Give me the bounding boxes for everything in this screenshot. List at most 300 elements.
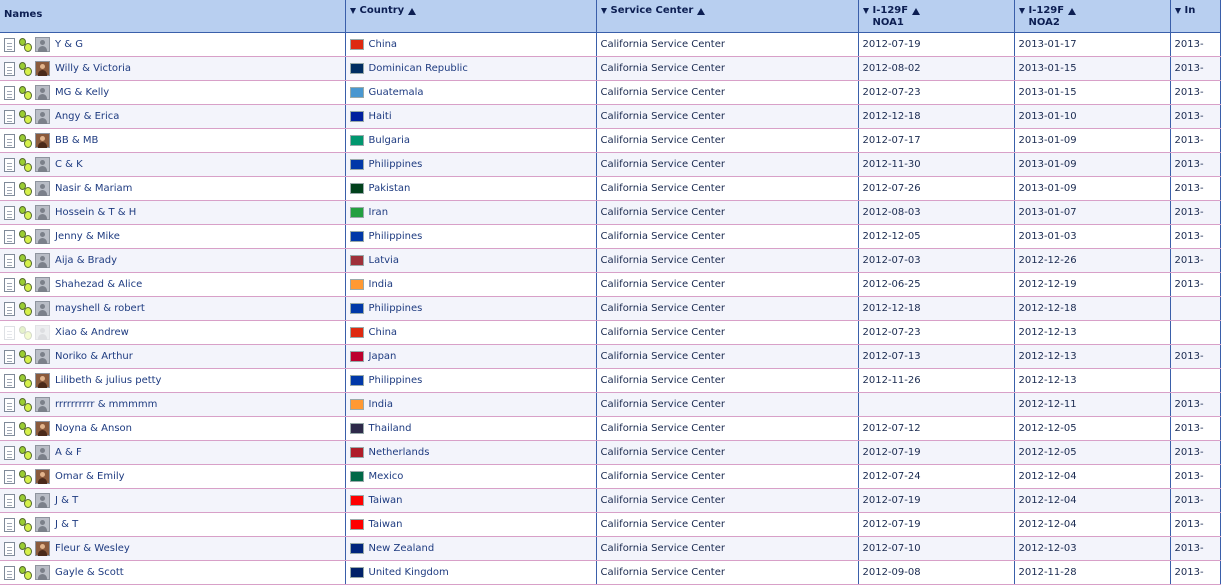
next-cell: 2013-: [1170, 201, 1220, 225]
noa2-cell: 2012-12-26: [1014, 249, 1170, 273]
flag-icon: [350, 423, 364, 434]
couple-icon[interactable]: [19, 422, 33, 436]
country-cell: [345, 369, 596, 393]
country-name[interactable]: Japan: [368, 351, 397, 362]
country-cell: [345, 153, 596, 177]
service-center-cell: California Service Center: [596, 297, 858, 321]
document-icon[interactable]: [4, 110, 15, 124]
avatar[interactable]: [35, 205, 50, 220]
names-cell: [0, 537, 345, 561]
couple-icon[interactable]: [19, 254, 33, 268]
country-name[interactable]: Pakistan: [368, 183, 411, 194]
flag-icon: [350, 543, 364, 554]
service-center-cell: California Service Center: [596, 153, 858, 177]
country-name[interactable]: Latvia: [368, 255, 399, 266]
sort-asc-icon[interactable]: [408, 8, 416, 15]
next-cell: 2013-: [1170, 537, 1220, 561]
couple-name[interactable]: Jenny & Mike: [55, 231, 120, 242]
country-name[interactable]: Thailand: [368, 423, 412, 434]
noa2-cell: 2013-01-09: [1014, 129, 1170, 153]
names-cell: [0, 417, 345, 441]
table-row[interactable]: [0, 105, 1220, 129]
noa2-cell: 2012-12-03: [1014, 537, 1170, 561]
names-cell: [0, 369, 345, 393]
avatar[interactable]: [35, 493, 50, 508]
noa1-cell: 2012-07-24: [858, 465, 1014, 489]
flag-icon: [350, 39, 364, 50]
noa1-cell: 2012-07-19: [858, 33, 1014, 57]
flag-icon: [350, 471, 364, 482]
next-cell: 2013-: [1170, 105, 1220, 129]
document-icon[interactable]: [4, 62, 15, 76]
table-row[interactable]: [0, 225, 1220, 249]
avatar[interactable]: [35, 469, 50, 484]
noa1-cell: [858, 393, 1014, 417]
table-row[interactable]: [0, 153, 1220, 177]
document-icon[interactable]: [4, 422, 15, 436]
country-cell: [345, 297, 596, 321]
service-center-header[interactable]: [596, 0, 858, 33]
couple-icon[interactable]: [19, 206, 33, 220]
noa2-cell: 2013-01-15: [1014, 81, 1170, 105]
couple-name[interactable]: Hossein & T & H: [55, 207, 137, 218]
flag-icon: [350, 375, 364, 386]
noa1-cell: 2012-09-08: [858, 561, 1014, 585]
couple-name[interactable]: Noyna & Anson: [55, 423, 132, 434]
country-cell: [345, 129, 596, 153]
table-row[interactable]: [0, 81, 1220, 105]
noa2-header-label: I-129F: [1028, 5, 1065, 16]
noa1-cell: 2012-07-26: [858, 177, 1014, 201]
couple-icon[interactable]: [19, 62, 33, 76]
country-name[interactable]: United Kingdom: [368, 567, 449, 578]
names-cell: [0, 513, 345, 537]
flag-icon: [350, 495, 364, 506]
sort-desc-icon[interactable]: [1175, 8, 1181, 14]
sort-desc-icon[interactable]: [1019, 8, 1025, 14]
couple-icon[interactable]: [19, 158, 33, 172]
couple-icon[interactable]: [19, 470, 33, 484]
couple-icon[interactable]: [19, 134, 33, 148]
document-icon[interactable]: [4, 518, 15, 532]
country-name[interactable]: New Zealand: [368, 543, 435, 554]
country-cell: [345, 489, 596, 513]
document-icon[interactable]: [4, 206, 15, 220]
table-row[interactable]: [0, 417, 1220, 441]
noa1-cell: 2012-08-02: [858, 57, 1014, 81]
document-icon[interactable]: [4, 38, 15, 52]
noa1-cell: 2012-07-23: [858, 81, 1014, 105]
country-cell: [345, 417, 596, 441]
couple-name[interactable]: C & K: [55, 159, 83, 170]
table-row[interactable]: [0, 201, 1220, 225]
avatar[interactable]: [35, 301, 50, 316]
flag-icon: [350, 519, 364, 530]
avatar[interactable]: [35, 445, 50, 460]
service-center-cell: California Service Center: [596, 537, 858, 561]
noa2-cell: 2012-12-13: [1014, 345, 1170, 369]
service-center-cell: California Service Center: [596, 369, 858, 393]
document-icon[interactable]: [4, 278, 15, 292]
flag-icon: [350, 63, 364, 74]
document-icon[interactable]: [4, 230, 15, 244]
avatar[interactable]: [35, 397, 50, 412]
noa1-cell: 2012-07-17: [858, 129, 1014, 153]
couple-name[interactable]: Gayle & Scott: [55, 567, 124, 578]
country-cell: [345, 201, 596, 225]
country-cell: [345, 177, 596, 201]
noa1-cell: 2012-07-12: [858, 417, 1014, 441]
next-cell: 2013-: [1170, 465, 1220, 489]
names-cell: [0, 57, 345, 81]
table-row[interactable]: [0, 273, 1220, 297]
document-icon[interactable]: [4, 398, 15, 412]
table-row[interactable]: [0, 369, 1220, 393]
next-cell: 2013-: [1170, 81, 1220, 105]
noa2-header[interactable]: [1014, 0, 1170, 33]
couple-name[interactable]: Willy & Victoria: [55, 63, 132, 74]
document-icon[interactable]: [4, 374, 15, 388]
sort-asc-icon[interactable]: [1068, 8, 1076, 15]
next-cell: [1170, 369, 1220, 393]
noa2-cell: 2013-01-09: [1014, 177, 1170, 201]
sort-asc-icon[interactable]: [912, 8, 920, 15]
couple-name[interactable]: Lilibeth & julius petty: [55, 375, 162, 386]
couple-name[interactable]: MG & Kelly: [55, 87, 110, 98]
noa2-cell: 2013-01-10: [1014, 105, 1170, 129]
service-center-cell: California Service Center: [596, 129, 858, 153]
document-icon[interactable]: [4, 134, 15, 148]
names-cell: [0, 489, 345, 513]
couple-icon[interactable]: [19, 326, 33, 340]
flag-icon: [350, 207, 364, 218]
document-icon[interactable]: [4, 350, 15, 364]
names-cell: [0, 201, 345, 225]
header-row: [0, 0, 1220, 33]
flag-icon: [350, 351, 364, 362]
couple-name[interactable]: Shahezad & Alice: [55, 279, 143, 290]
country-name[interactable]: India: [368, 399, 394, 410]
country-name[interactable]: Dominican Republic: [368, 63, 468, 74]
country-cell: [345, 321, 596, 345]
next-cell: 2013-: [1170, 513, 1220, 537]
noa1-cell: 2012-08-03: [858, 201, 1014, 225]
country-name[interactable]: Netherlands: [368, 447, 430, 458]
couple-icon[interactable]: [19, 374, 33, 388]
country-name[interactable]: Taiwan: [368, 495, 403, 506]
names-cell: [0, 225, 345, 249]
noa1-header[interactable]: [858, 0, 1014, 33]
service-center-cell: California Service Center: [596, 81, 858, 105]
sort-desc-icon[interactable]: [601, 8, 607, 14]
country-name[interactable]: Guatemala: [368, 87, 424, 98]
noa1-header-label: I-129F: [872, 5, 909, 16]
country-name[interactable]: Haiti: [368, 111, 392, 122]
sort-desc-icon[interactable]: [350, 8, 356, 14]
avatar[interactable]: [35, 37, 50, 52]
country-cell: [345, 105, 596, 129]
couple-name[interactable]: Noriko & Arthur: [55, 351, 133, 362]
avatar[interactable]: [35, 85, 50, 100]
names-cell: [0, 441, 345, 465]
noa2-cell: 2012-12-05: [1014, 417, 1170, 441]
next-cell: 2013-: [1170, 345, 1220, 369]
avatar[interactable]: [35, 277, 50, 292]
couple-icon[interactable]: [19, 182, 33, 196]
country-name[interactable]: China: [368, 327, 398, 338]
country-name[interactable]: China: [368, 39, 398, 50]
noa1-cell: 2012-07-19: [858, 441, 1014, 465]
document-icon[interactable]: [4, 542, 15, 556]
table-row[interactable]: [0, 441, 1220, 465]
couple-icon[interactable]: [19, 566, 33, 580]
country-name[interactable]: Taiwan: [368, 519, 403, 530]
couple-name[interactable]: J & T: [55, 519, 79, 530]
country-cell: [345, 441, 596, 465]
avatar[interactable]: [35, 109, 50, 124]
table-row[interactable]: [0, 57, 1220, 81]
couple-icon[interactable]: [19, 446, 33, 460]
avatar[interactable]: [35, 157, 50, 172]
country-cell: [345, 561, 596, 585]
country-cell: [345, 273, 596, 297]
service-center-cell: California Service Center: [596, 225, 858, 249]
flag-icon: [350, 327, 364, 338]
service-center-cell: California Service Center: [596, 273, 858, 297]
couple-name[interactable]: Angy & Erica: [55, 111, 120, 122]
couple-icon[interactable]: [19, 230, 33, 244]
document-icon[interactable]: [4, 158, 15, 172]
table-row[interactable]: [0, 465, 1220, 489]
table-row[interactable]: [0, 513, 1220, 537]
document-icon[interactable]: [4, 326, 15, 340]
next-cell: 2013-: [1170, 417, 1220, 441]
table-row[interactable]: [0, 129, 1220, 153]
avatar[interactable]: [35, 541, 50, 556]
noa2-cell: 2013-01-03: [1014, 225, 1170, 249]
sort-desc-icon[interactable]: [863, 8, 869, 14]
couple-icon[interactable]: [19, 518, 33, 532]
flag-icon: [350, 399, 364, 410]
noa2-cell: 2012-12-18: [1014, 297, 1170, 321]
country-cell: [345, 513, 596, 537]
table-row[interactable]: [0, 561, 1220, 585]
service-center-cell: California Service Center: [596, 33, 858, 57]
couple-name[interactable]: rrrrrrrrrr & mmmmm: [55, 399, 158, 410]
service-center-cell: California Service Center: [596, 105, 858, 129]
document-icon[interactable]: [4, 86, 15, 100]
next-cell: 2013-: [1170, 177, 1220, 201]
table-row[interactable]: [0, 345, 1220, 369]
document-icon[interactable]: [4, 254, 15, 268]
table-row[interactable]: [0, 297, 1220, 321]
country-name[interactable]: Iran: [368, 207, 389, 218]
next-cell: [1170, 297, 1220, 321]
table-row[interactable]: [0, 489, 1220, 513]
service-center-cell: California Service Center: [596, 57, 858, 81]
service-center-cell: California Service Center: [596, 465, 858, 489]
noa1-cell: 2012-12-18: [858, 297, 1014, 321]
table-row[interactable]: [0, 177, 1220, 201]
names-cell: [0, 33, 345, 57]
flag-icon: [350, 183, 364, 194]
names-cell: [0, 321, 345, 345]
flag-icon: [350, 111, 364, 122]
flag-icon: [350, 567, 364, 578]
noa2-cell: 2012-12-11: [1014, 393, 1170, 417]
noa2-cell: 2013-01-17: [1014, 33, 1170, 57]
next-cell: 2013-: [1170, 273, 1220, 297]
country-name[interactable]: Philippines: [368, 303, 423, 314]
avatar[interactable]: [35, 253, 50, 268]
next-cell: 2013-: [1170, 57, 1220, 81]
service-center-cell: California Service Center: [596, 321, 858, 345]
couple-icon[interactable]: [19, 350, 33, 364]
couple-icon[interactable]: [19, 302, 33, 316]
avatar[interactable]: [35, 133, 50, 148]
country-cell: [345, 57, 596, 81]
couple-icon[interactable]: [19, 494, 33, 508]
couple-icon[interactable]: [19, 398, 33, 412]
flag-icon: [350, 303, 364, 314]
country-name[interactable]: Philippines: [368, 231, 423, 242]
service-center-cell: California Service Center: [596, 561, 858, 585]
noa1-cell: 2012-11-26: [858, 369, 1014, 393]
flag-icon: [350, 159, 364, 170]
names-cell: [0, 345, 345, 369]
noa2-cell: 2012-12-05: [1014, 441, 1170, 465]
next-cell: 2013-: [1170, 441, 1220, 465]
noa1-cell: 2012-07-10: [858, 537, 1014, 561]
couple-name[interactable]: Nasir & Mariam: [55, 183, 133, 194]
country-name[interactable]: Philippines: [368, 159, 423, 170]
avatar[interactable]: [35, 517, 50, 532]
document-icon[interactable]: [4, 566, 15, 580]
avatar[interactable]: [35, 229, 50, 244]
document-icon[interactable]: [4, 182, 15, 196]
couple-name[interactable]: J & T: [55, 495, 79, 506]
service-center-cell: California Service Center: [596, 441, 858, 465]
names-cell: [0, 297, 345, 321]
table-row[interactable]: [0, 393, 1220, 417]
avatar[interactable]: [35, 565, 50, 580]
names-cell: [0, 393, 345, 417]
country-cell: [345, 465, 596, 489]
country-cell: [345, 33, 596, 57]
couple-name[interactable]: BB & MB: [55, 135, 99, 146]
noa1-cell: 2012-12-05: [858, 225, 1014, 249]
names-header-label: Names: [4, 9, 43, 20]
avatar[interactable]: [35, 421, 50, 436]
table-row[interactable]: [0, 33, 1220, 57]
noa2-cell: 2012-12-04: [1014, 513, 1170, 537]
couple-name[interactable]: Xiao & Andrew: [55, 327, 129, 338]
names-cell: [0, 81, 345, 105]
names-cell: [0, 465, 345, 489]
table-row[interactable]: [0, 321, 1220, 345]
names-cell: [0, 105, 345, 129]
next-cell: [1170, 321, 1220, 345]
couple-icon[interactable]: [19, 86, 33, 100]
avatar[interactable]: [35, 181, 50, 196]
avatar[interactable]: [35, 373, 50, 388]
document-icon[interactable]: [4, 470, 15, 484]
couple-name[interactable]: Omar & Emily: [55, 471, 125, 482]
flag-icon: [350, 135, 364, 146]
service-center-cell: California Service Center: [596, 513, 858, 537]
names-cell: [0, 273, 345, 297]
next-cell: 2013-: [1170, 33, 1220, 57]
avatar[interactable]: [35, 325, 50, 340]
couple-name[interactable]: Y & G: [55, 39, 84, 50]
noa2-cell: 2012-12-13: [1014, 321, 1170, 345]
table-row[interactable]: [0, 537, 1220, 561]
country-cell: [345, 393, 596, 417]
service-center-cell: California Service Center: [596, 345, 858, 369]
country-cell: [345, 225, 596, 249]
avatar[interactable]: [35, 349, 50, 364]
couple-name[interactable]: mayshell & robert: [55, 303, 145, 314]
next-cell: 2013-: [1170, 489, 1220, 513]
document-icon[interactable]: [4, 446, 15, 460]
next-cell: 2013-: [1170, 129, 1220, 153]
couple-name[interactable]: Aija & Brady: [55, 255, 118, 266]
avatar[interactable]: [35, 61, 50, 76]
noa2-cell: 2013-01-07: [1014, 201, 1170, 225]
names-cell: [0, 561, 345, 585]
service-center-cell: California Service Center: [596, 201, 858, 225]
next-header[interactable]: [1170, 0, 1220, 33]
country-name[interactable]: Bulgaria: [368, 135, 410, 146]
names-cell: [0, 153, 345, 177]
noa2-cell: 2012-12-13: [1014, 369, 1170, 393]
country-name[interactable]: Philippines: [368, 375, 423, 386]
couple-icon[interactable]: [19, 278, 33, 292]
noa1-cell: 2012-07-03: [858, 249, 1014, 273]
names-cell: [0, 249, 345, 273]
next-cell: 2013-: [1170, 393, 1220, 417]
country-cell: [345, 345, 596, 369]
noa1-cell: 2012-07-19: [858, 489, 1014, 513]
flag-icon: [350, 279, 364, 290]
country-header[interactable]: [345, 0, 596, 33]
document-icon[interactable]: [4, 494, 15, 508]
noa1-header-sub: NOA1: [872, 17, 904, 28]
country-name[interactable]: India: [368, 279, 394, 290]
noa2-cell: 2013-01-09: [1014, 153, 1170, 177]
document-icon[interactable]: [4, 302, 15, 316]
names-header[interactable]: [0, 0, 345, 33]
noa2-cell: 2013-01-15: [1014, 57, 1170, 81]
table-row[interactable]: [0, 249, 1220, 273]
country-header-label: Country: [359, 5, 405, 16]
service-center-header-label: Service Center: [610, 5, 694, 16]
sort-asc-icon[interactable]: [697, 8, 705, 15]
couple-name[interactable]: Fleur & Wesley: [55, 543, 130, 554]
flag-icon: [350, 447, 364, 458]
couple-icon[interactable]: [19, 110, 33, 124]
couple-icon[interactable]: [19, 542, 33, 556]
country-name[interactable]: Mexico: [368, 471, 404, 482]
couple-icon[interactable]: [19, 38, 33, 52]
service-center-cell: California Service Center: [596, 489, 858, 513]
noa2-cell: 2012-11-28: [1014, 561, 1170, 585]
names-cell: [0, 177, 345, 201]
couple-name[interactable]: A & F: [55, 447, 82, 458]
country-cell: [345, 249, 596, 273]
service-center-cell: California Service Center: [596, 177, 858, 201]
next-cell: 2013-: [1170, 153, 1220, 177]
